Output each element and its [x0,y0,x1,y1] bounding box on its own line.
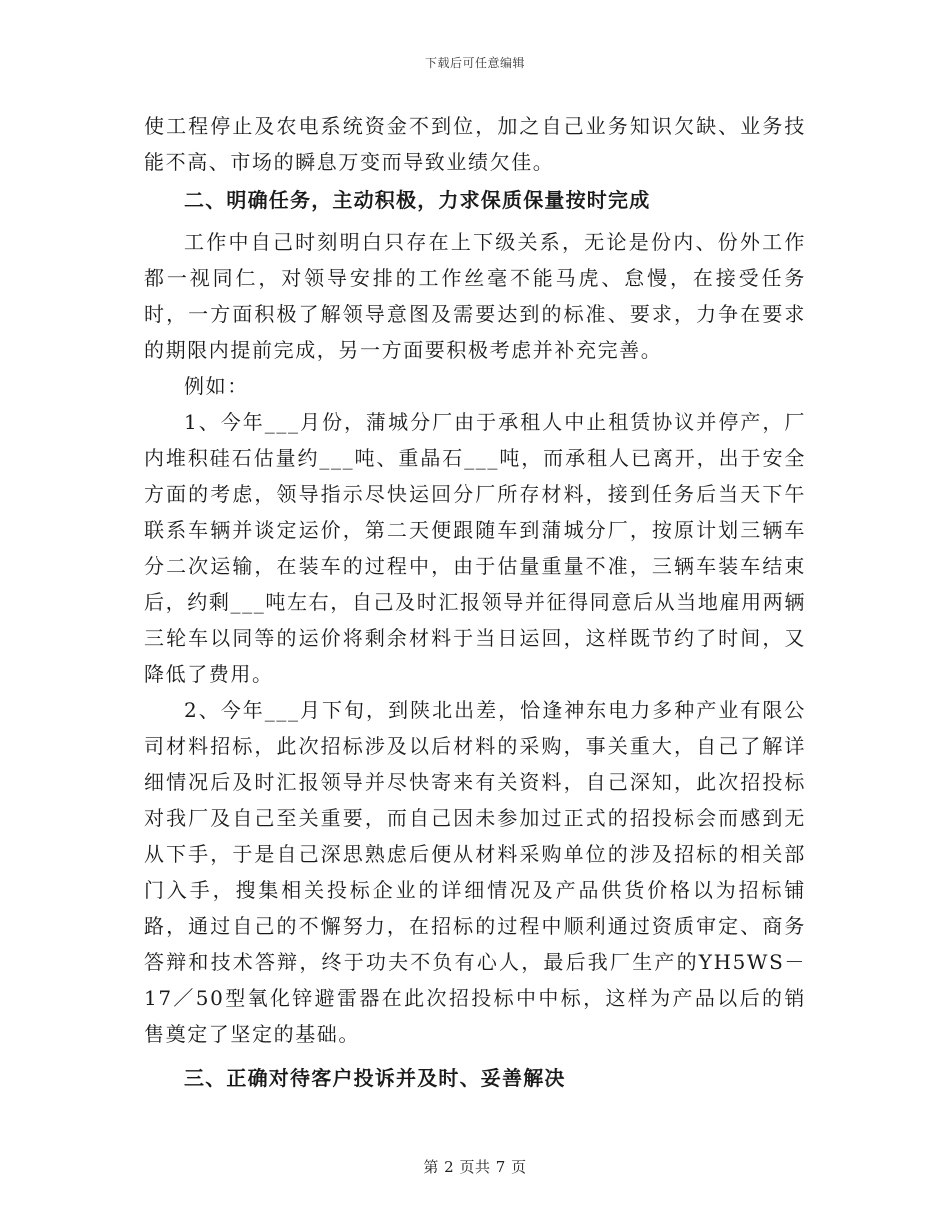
paragraph-continuation: 使工程停止及农电系统资金不到位，加之自己业务知识欠缺、业务技能不高、市场的瞬息万变而导致业绩欠佳。 [144,114,806,174]
paragraph-example-2: 2、今年___月下旬，到陕北出差，恰逢神东电力多种产业有限公司材料招标，此次招标涉及以后材料的采购，事关重大，自己了解详细情况后及时汇报领导并尽快寄来有关资料，自己深知，此次招投标对我厂及自己至关重要，而自己因未参加过正式的招投标会而感到无从下手，于是自己深思熟虑后便从材料采购单位的涉及招标的相关部门入手，搜集相关投标企业的详细情况及产品供货价格以为招标铺路，通过自己的不懈努力，在招标的过程中顺利通过资质审定、商务答辩和技术答辩，终于功夫不负有心人，最后我厂生产的YH5WS－17／50型氧化锌避雷器在此次招投标中中标，这样为产品以后的销售奠定了坚定的基础。 [144,698,806,1046]
page-footer: 第 2 页共 7 页 [423,1158,527,1176]
section-heading-2: 二、明确任务，主动积极，力求保质保量按时完成 [184,188,651,212]
paragraph-task-attitude: 工作中自己时刻明白只存在上下级关系，无论是份内、份外工作都一视同仁，对领导安排的工作丝毫不能马虎、怠慢，在接受任务时，一方面积极了解领导意图及需要达到的标准、要求，力争在要求的期限内提前完成，另一方面要积极考虑并补充完善。 [144,230,806,362]
document-body [144,108,806,1102]
paragraph-example-1: 1、今年___月份，蒲城分厂由于承租人中止租赁协议并停产，厂内堆积硅石估量约___吨、重晶石___吨，而承租人已离开，出于安全方面的考虑，领导指示尽快运回分厂所存材料，接到任务后当天下午联系车辆并谈定运价，第二天便跟随车到蒲城分厂，按原计划三辆车分二次运输，在装车的过程中，由于估量重量不准，三辆车装车结束后，约剩___吨左右，自己及时汇报领导并征得同意后从当地雇用两辆三轮车以同等的运价将剩余材料于当日运回，这样既节约了时间，又降低了费用。 [144,410,806,686]
page-header: 下载后可任意编辑 [424,56,525,70]
section-heading-3: 三、正确对待客户投诉并及时、妥善解决 [184,1066,566,1090]
paragraph-example-intro: 例如： [184,374,249,398]
